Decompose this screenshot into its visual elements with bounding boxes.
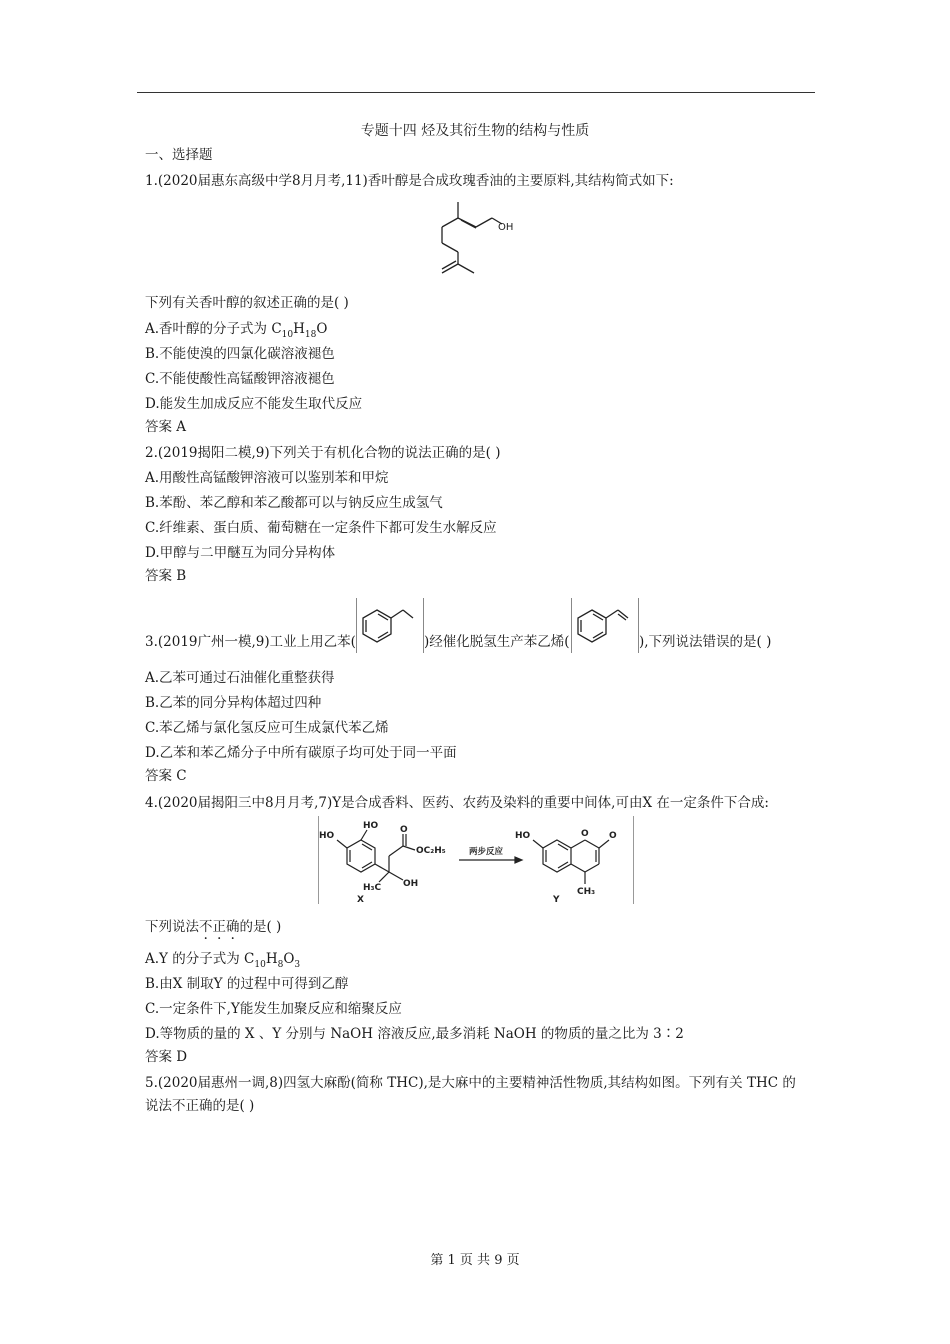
reaction-scheme-figure (318, 816, 634, 904)
q4-option-d: D.等物质的量的 X 、Y 分别与 NaOH 溶液反应,最多消耗 NaOH 的物质的量之比为 3∶2 (145, 1026, 684, 1042)
q4-stem: 4.(2020届揭阳三中8月月考,7)Y是合成香料、医药、农药及染料的重要中间体,可由X 在一定条件下合成: (145, 795, 769, 811)
q4-prompt (145, 918, 281, 936)
q2-option-a: A.用酸性高锰酸钾溶液可以鉴别苯和甲烷 (145, 470, 389, 486)
q1-stem: 1.(2020届惠东高级中学8月月考,11)香叶醇是合成玫瑰香油的主要原料,其结构简式如下: (145, 173, 674, 189)
q3-stem-part3: ),下列说法错误的是( ) (639, 634, 772, 650)
q1-option-a (145, 320, 327, 340)
q4-option-a-sub3: 3 (294, 960, 301, 970)
q1-prompt: 下列有关香叶醇的叙述正确的是( ) (145, 295, 349, 311)
x-oh-label: OH (403, 879, 419, 889)
q4-option-c: C.一定条件下,Y能发生加聚反应和缩聚反应 (145, 1001, 402, 1017)
reaction-scheme-svg (319, 816, 633, 904)
q1-option-a-mid: H (293, 321, 305, 337)
y-ho-label: HO (515, 831, 531, 841)
q1-option-a-sub1: 10 (281, 330, 294, 340)
page-title: 专题十四 烃及其衍生物的结构与性质 (360, 123, 590, 139)
y-carbonyl-o-label: O (609, 831, 617, 841)
q3-stem-part1: 3.(2019广州一模,9)工业上用乙苯( (145, 634, 356, 650)
q1-option-c: C.不能使酸性高锰酸钾溶液褪色 (145, 371, 335, 387)
q4-option-a-pre: A.Y 的分子式为 C (145, 951, 255, 967)
q3-answer: 答案 C (145, 768, 187, 784)
page-footer: 第 1 页 共 9 页 (430, 1253, 520, 1268)
q2-answer: 答案 B (145, 568, 187, 584)
x-ho-left-label: HO (319, 831, 335, 841)
q1-option-b: B.不能使溴的四氯化碳溶液褪色 (145, 346, 335, 362)
geraniol-structure-figure (432, 196, 516, 280)
q4-option-b: B.由X 制取Y 的过程中可得到乙醇 (145, 976, 349, 992)
x-h3c-label: H₃C (363, 883, 382, 893)
q4-option-a (145, 950, 300, 970)
q4-option-a-mid2: O (283, 951, 295, 967)
ethylbenzene-structure-figure (356, 598, 424, 653)
q3-option-a: A.乙苯可通过石油催化重整获得 (145, 670, 335, 686)
q5-stem-line2: 说法不正确的是( ) (145, 1098, 255, 1114)
q4-prompt-emph-3: 确 (226, 919, 240, 935)
styrene-structure-figure (571, 598, 639, 653)
geraniol-oh-label: OH (498, 222, 514, 233)
q2-option-b: B.苯酚、苯乙醇和苯乙酸都可以与钠反应生成氢气 (145, 495, 443, 511)
q3-stem-part2: )经催化脱氢生产苯乙烯( (424, 634, 570, 650)
q1-option-a-post: O (316, 321, 328, 337)
q4-option-a-sub1: 10 (254, 960, 266, 970)
q3-option-d: D.乙苯和苯乙烯分子中所有碳原子均可处于同一平面 (145, 745, 457, 761)
y-compound-label: Y (553, 895, 560, 904)
q1-option-a-pre: A.香叶醇的分子式为 C (145, 321, 282, 337)
section-heading: 一、选择题 (145, 147, 213, 163)
x-compound-label: X (357, 895, 364, 904)
x-carbonyl-o-label: O (400, 825, 408, 835)
x-ho-top-label: HO (363, 821, 379, 831)
ethylbenzene-structure-svg (357, 598, 423, 653)
q1-option-a-sub2: 18 (304, 330, 317, 340)
q4-prompt-post: 的是( ) (239, 919, 282, 935)
q4-prompt-emph-2: 正 (212, 919, 226, 935)
x-oc2h5-label: OC₂H₅ (416, 846, 446, 856)
q2-option-c: C.纤维素、蛋白质、葡萄糖在一定条件下都可发生水解反应 (145, 520, 497, 536)
geraniol-structure-svg (432, 196, 516, 280)
header-rule (137, 92, 815, 93)
q2-option-d: D.甲醇与二甲醚互为同分异构体 (145, 545, 336, 561)
arrow-reaction-label: 两步反应 (469, 847, 504, 857)
q1-option-d: D.能发生加成反应不能发生取代反应 (145, 396, 363, 412)
q4-option-a-mid: H (265, 951, 278, 967)
q1-answer: 答案 A (145, 419, 187, 435)
q4-prompt-emph-1: 不 (199, 919, 213, 935)
q4-prompt-pre: 下列说法 (145, 919, 199, 935)
q5-stem-line1: 5.(2020届惠州一调,8)四氢大麻酚(简称 THC),是大麻中的主要精神活性物质,其结构如图。下列有关 THC 的 (145, 1075, 796, 1091)
q4-answer: 答案 D (145, 1049, 188, 1065)
q3-option-b: B.乙苯的同分异构体超过四种 (145, 695, 322, 711)
q2-stem: 2.(2019揭阳二模,9)下列关于有机化合物的说法正确的是( ) (145, 445, 501, 461)
y-ch3-label: CH₃ (577, 887, 596, 897)
q3-option-c: C.苯乙烯与氯化氢反应可生成氯代苯乙烯 (145, 720, 389, 736)
y-ring-o-label: O (581, 829, 589, 839)
styrene-structure-svg (572, 598, 638, 653)
q4-option-a-sub2: 8 (277, 960, 284, 970)
